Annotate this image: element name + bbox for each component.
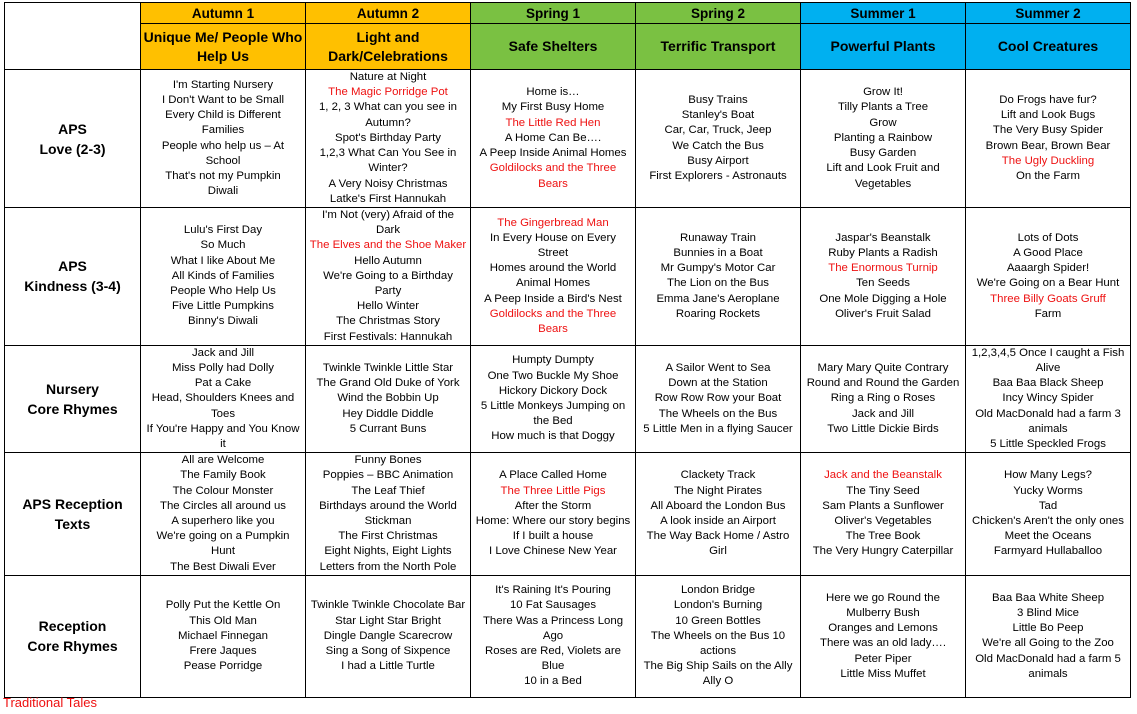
title-line: Chicken's Aren't the only ones xyxy=(972,515,1124,528)
cell-aps-love-summer-1 xyxy=(801,70,966,208)
title-line: Grow It! xyxy=(863,86,903,99)
title-line: First Explorers - Astronauts xyxy=(649,169,787,182)
cell-aps-love-spring-1 xyxy=(471,70,636,208)
title-line: Ally O xyxy=(702,675,734,688)
title-line: Families xyxy=(201,124,245,137)
title-line: A Peep Inside a Bird's Nest xyxy=(484,292,622,305)
title-line: A Peep Inside Animal Homes xyxy=(479,147,627,160)
title-line: Toes xyxy=(210,407,236,420)
title-line: Baa Baa White Sheep xyxy=(991,591,1105,604)
title-line: Hello Winter xyxy=(356,300,420,313)
title-line: Hickory Dickory Dock xyxy=(498,384,608,397)
title-line: Incy Wincy Spider xyxy=(1002,392,1094,405)
title-line: The Christmas Story xyxy=(336,315,440,328)
title-line: That's not my Pumpkin xyxy=(165,169,281,182)
title-line: Home is… xyxy=(526,86,580,99)
title-line: Busy Garden xyxy=(849,147,917,160)
title-line: 1, 2, 3 What can you see in xyxy=(318,101,458,114)
title-line: Peter Piper xyxy=(854,652,912,665)
title-line: Autumn? xyxy=(365,116,411,129)
title-line: Busy Airport xyxy=(687,154,749,167)
title-line: All are Welcome xyxy=(181,454,265,467)
title-line: Jack and Jill xyxy=(191,346,255,359)
title-line: Bunnies in a Boat xyxy=(673,247,763,259)
title-line: Letters from the North Pole xyxy=(319,560,457,573)
title-line: Meet the Oceans xyxy=(1004,530,1092,543)
title-line: Polly Put the Kettle On xyxy=(165,599,281,612)
title-line: Busy Trains xyxy=(688,93,748,106)
row-label-aps-reception-texts xyxy=(5,453,141,576)
title-line: Ago xyxy=(542,629,564,642)
title-line: The Wheels on the Bus xyxy=(658,407,778,420)
row-label-nursery-core-rhymes xyxy=(5,345,141,452)
title-line: Lulu's First Day xyxy=(183,224,263,237)
title-line: Frere Jaques xyxy=(189,644,257,657)
cell-aps-reception-texts-spring-2 xyxy=(636,453,801,576)
title-line: Down at the Station xyxy=(668,377,768,390)
title-line: Michael Finnegan xyxy=(178,629,268,642)
title-line: A Good Place xyxy=(1013,247,1083,259)
title-line: Here we go Round the xyxy=(826,591,940,604)
title-line: Dingle Dangle Scarecrow xyxy=(323,629,453,642)
title-line: The Way Back Home / Astro xyxy=(646,530,790,543)
row-nursery-core-rhymes xyxy=(5,345,1131,452)
cell-reception-core-rhymes-autumn-1 xyxy=(141,575,306,697)
title-line: Little Bo Peep xyxy=(1012,622,1084,635)
title-line: There Was a Princess Long xyxy=(482,614,624,627)
title-line: Roaring Rockets xyxy=(675,307,761,320)
title-line: Round and Round the Garden xyxy=(806,377,960,390)
title-line: Miss Polly had Dolly xyxy=(172,362,274,375)
traditional-tale-title: The Elves and the Shoe Maker xyxy=(309,239,467,252)
theme-header-row xyxy=(5,24,1131,70)
title-line: Tilly Plants a Tree xyxy=(837,101,929,114)
title-line: London's Burning xyxy=(673,599,763,612)
title-line: The Best Diwali Ever xyxy=(170,560,276,573)
row-aps-love xyxy=(5,70,1131,208)
title-line: Stickman xyxy=(364,515,412,528)
traditional-tale-title: The Three Little Pigs xyxy=(500,484,606,497)
title-line: Five Little Pumpkins xyxy=(172,300,274,313)
title-line: A superhero like you xyxy=(171,515,275,528)
title-line: We're Going on a Bear Hunt xyxy=(976,277,1120,290)
title-line: Party xyxy=(374,285,402,298)
cell-nursery-core-rhymes-autumn-1 xyxy=(141,345,306,452)
row-label-line: Core Rhymes xyxy=(27,401,118,418)
title-line: The Wheels on the Bus 10 xyxy=(650,629,786,642)
title-line: Sam Plants a Sunflower xyxy=(822,499,944,512)
title-line: The Tree Book xyxy=(845,530,921,543)
row-label-line: Texts xyxy=(54,516,91,533)
traditional-tale-title: Goldilocks and the Three xyxy=(489,162,617,175)
title-line: Hello Autumn xyxy=(354,254,422,267)
title-line: The Leaf Thief xyxy=(351,484,425,497)
title-line: Lots of Dots xyxy=(1017,231,1079,244)
title-line: Lift and Look Bugs xyxy=(1000,109,1096,122)
cell-nursery-core-rhymes-autumn-2 xyxy=(306,345,471,452)
row-label-line: Love (2-3) xyxy=(39,140,106,157)
theme-autumn-1: Unique Me/ People Who Help Us xyxy=(141,24,306,70)
title-line: Sing a Song of Sixpence xyxy=(325,644,451,657)
title-line: 1,2,3,4,5 Once I caught a Fish xyxy=(971,346,1125,359)
title-line: Jaspar's Beanstalk xyxy=(835,231,931,244)
title-line: Animal Homes xyxy=(515,277,591,290)
title-line: Vegetables xyxy=(854,177,912,190)
title-line: All Kinds of Families xyxy=(171,269,275,282)
title-line: Tad xyxy=(1038,499,1058,512)
title-line: We're going on a Pumpkin xyxy=(156,530,290,543)
title-line: Head, Shoulders Knees and xyxy=(151,392,295,405)
title-line: 5 Currant Buns xyxy=(349,422,427,435)
cell-aps-reception-texts-autumn-2 xyxy=(306,453,471,576)
title-line: The Circles all around us xyxy=(160,499,286,512)
title-line: Emma Jane's Aeroplane xyxy=(656,292,780,305)
title-line: A Sailor Went to Sea xyxy=(665,362,771,375)
title-line: Funny Bones xyxy=(354,454,422,467)
title-line: 5 Little Men in a flying Saucer xyxy=(643,422,793,435)
cell-reception-core-rhymes-spring-1 xyxy=(471,575,636,697)
title-line: People who help us – At xyxy=(161,139,285,152)
title-line: Mary Mary Quite Contrary xyxy=(817,362,949,375)
title-line: We're all Going to the Zoo xyxy=(982,637,1114,650)
row-label-line: Core Rhymes xyxy=(27,638,118,655)
cell-reception-core-rhymes-autumn-2 xyxy=(306,575,471,697)
row-label-reception-core-rhymes xyxy=(5,575,141,697)
row-label-line: Nursery xyxy=(46,381,99,398)
title-line: Little Miss Muffet xyxy=(840,667,926,680)
title-line: Oliver's Fruit Salad xyxy=(835,307,931,320)
title-line: Ring a Ring o Roses xyxy=(830,392,936,405)
title-line: 10 Fat Sausages xyxy=(509,599,597,612)
title-line: The Lion on the Bus xyxy=(667,277,769,290)
cell-aps-reception-texts-spring-1 xyxy=(471,453,636,576)
title-line: the Bed xyxy=(533,415,573,428)
title-line: My First Busy Home xyxy=(501,101,605,114)
term-autumn-1: Autumn 1 xyxy=(141,3,306,24)
title-line: How much is that Doggy xyxy=(491,430,615,443)
cell-aps-reception-texts-autumn-1 xyxy=(141,453,306,576)
title-line: animals xyxy=(1028,667,1068,680)
theme-autumn-2: Light and Dark/Celebrations xyxy=(306,24,471,70)
title-line: Farmyard Hullaballoo xyxy=(993,545,1103,558)
term-spring-2: Spring 2 xyxy=(636,3,801,24)
row-label-line: APS Reception xyxy=(22,496,123,513)
title-line: Star Light Star Bright xyxy=(335,614,441,627)
title-line: We're Going to a Birthday xyxy=(323,269,453,282)
title-line: A Very Noisy Christmas xyxy=(328,177,448,190)
title-line: animals xyxy=(1028,422,1068,435)
traditional-tale-title: The Magic Porridge Pot xyxy=(328,86,448,99)
title-line: A look inside an Airport xyxy=(660,515,776,528)
title-line: If I built a house xyxy=(512,530,594,543)
title-line: London Bridge xyxy=(680,584,756,597)
title-line: Runaway Train xyxy=(680,231,756,244)
row-label-line: APS xyxy=(58,120,87,137)
title-line: It's Raining It's Pouring xyxy=(495,584,611,597)
title-line: Old MacDonald had a farm 5 xyxy=(975,652,1121,665)
traditional-tale-title: Bears xyxy=(538,323,568,336)
title-line: Twinkle Twinkle Chocolate Bar xyxy=(310,599,466,612)
row-aps-reception-texts xyxy=(5,453,1131,576)
cell-aps-kindness-autumn-1 xyxy=(141,208,306,346)
title-line: Humpty Dumpty xyxy=(512,354,594,367)
traditional-tale-title: The Gingerbread Man xyxy=(497,216,609,229)
title-line: Home: Where our story begins xyxy=(475,515,631,528)
curriculum-body xyxy=(5,70,1131,698)
title-line: Jack and Jill xyxy=(851,407,915,420)
title-line: Old MacDonald had a farm 3 xyxy=(975,407,1121,420)
title-line: Lift and Look Fruit and xyxy=(826,162,940,175)
cell-aps-kindness-summer-1 xyxy=(801,208,966,346)
row-label-line: Kindness (3-4) xyxy=(24,278,121,295)
cell-aps-kindness-spring-1 xyxy=(471,208,636,346)
title-line: I'm Starting Nursery xyxy=(172,78,274,91)
title-line: 5 Little Speckled Frogs xyxy=(990,438,1106,451)
title-line: I'm Not (very) Afraid of the xyxy=(322,209,454,221)
cell-reception-core-rhymes-summer-2 xyxy=(966,575,1131,697)
cell-aps-love-summer-2 xyxy=(966,70,1131,208)
title-line: The Grand Old Duke of York xyxy=(316,377,460,390)
traditional-tale-title: The Ugly Duckling xyxy=(1001,154,1095,167)
title-line: The Very Hungry Caterpillar xyxy=(812,545,954,558)
cell-aps-love-spring-2 xyxy=(636,70,801,208)
title-line: 1,2,3 What Can You See in xyxy=(319,147,457,160)
title-line: School xyxy=(205,154,241,167)
title-line: So Much xyxy=(200,239,246,252)
title-line: Two Little Dickie Birds xyxy=(827,422,939,435)
title-line: Planting a Rainbow xyxy=(833,131,933,144)
title-line: One Two Buckle My Shoe xyxy=(487,369,619,382)
term-spring-1: Spring 1 xyxy=(471,3,636,24)
cell-aps-kindness-spring-2 xyxy=(636,208,801,346)
title-line: Pat a Cake xyxy=(194,377,252,390)
title-line: The Big Ship Sails on the Ally xyxy=(643,660,793,673)
title-line: Oranges and Lemons xyxy=(828,622,938,635)
term-header-row xyxy=(5,3,1131,24)
theme-summer-2: Cool Creatures xyxy=(966,24,1131,70)
title-line: There was an old lady…. xyxy=(820,637,946,650)
title-line: I Don't Want to be Small xyxy=(161,93,285,106)
row-label-aps-love xyxy=(5,70,141,208)
term-summer-1: Summer 1 xyxy=(801,3,966,24)
title-line: Wind the Bobbin Up xyxy=(337,392,439,405)
row-aps-kindness xyxy=(5,208,1131,346)
title-line: Latke's First Hannukah xyxy=(329,192,447,205)
title-line: Car, Car, Truck, Jeep xyxy=(664,124,772,137)
title-line: Binny's Diwali xyxy=(188,315,258,328)
cell-aps-reception-texts-summer-1 xyxy=(801,453,966,576)
title-line: Hey Diddle Diddle xyxy=(342,407,434,420)
theme-spring-1: Safe Shelters xyxy=(471,24,636,70)
curriculum-table xyxy=(4,2,1131,698)
cell-aps-love-autumn-1 xyxy=(141,70,306,208)
traditional-tale-title: The Enormous Turnip xyxy=(828,262,938,275)
title-line: Girl xyxy=(709,545,727,558)
title-line: Grow xyxy=(869,116,897,129)
cell-nursery-core-rhymes-summer-2 xyxy=(966,345,1131,452)
title-line: I Love Chinese New Year xyxy=(489,545,617,558)
title-line: If You're Happy and You Know xyxy=(146,422,300,435)
title-line: Eight Nights, Eight Lights xyxy=(324,545,452,558)
traditional-tale-title: Three Billy Goats Gruff xyxy=(990,292,1106,305)
title-line: The First Christmas xyxy=(338,530,438,543)
title-line: Spot's Birthday Party xyxy=(334,131,441,144)
theme-summer-1: Powerful Plants xyxy=(801,24,966,70)
cell-aps-love-autumn-2 xyxy=(306,70,471,208)
title-line: Brown Bear, Brown Bear xyxy=(985,139,1111,152)
title-line: it xyxy=(220,438,226,451)
title-line: Dark xyxy=(375,224,401,237)
title-line: This Old Man xyxy=(189,614,257,627)
title-line: actions xyxy=(699,644,737,657)
term-summer-2: Summer 2 xyxy=(966,3,1131,24)
title-line: Mr Gumpy's Motor Car xyxy=(660,262,776,275)
traditional-tale-title: Jack and the Beanstalk xyxy=(824,469,942,482)
row-reception-core-rhymes xyxy=(5,575,1131,697)
title-line: Diwali xyxy=(207,185,239,198)
cell-nursery-core-rhymes-summer-1 xyxy=(801,345,966,452)
title-line: Twinkle Twinkle Little Star xyxy=(322,362,454,375)
cell-aps-kindness-autumn-2 xyxy=(306,208,471,346)
title-line: The Very Busy Spider xyxy=(992,124,1104,137)
title-line: Do Frogs have fur? xyxy=(999,93,1097,106)
title-line: 10 in a Bed xyxy=(524,675,582,688)
title-line: We Catch the Bus xyxy=(672,139,764,152)
title-line: All Aboard the London Bus xyxy=(650,499,786,512)
title-line: 10 Green Bottles xyxy=(675,614,761,627)
title-line: The Colour Monster xyxy=(172,484,274,497)
title-line: Farm xyxy=(1034,307,1062,320)
cell-nursery-core-rhymes-spring-2 xyxy=(636,345,801,452)
title-line: Ten Seeds xyxy=(856,277,910,290)
title-line: Winter? xyxy=(368,162,408,175)
row-label-line: APS xyxy=(58,258,87,275)
title-line: Stanley's Boat xyxy=(681,109,755,122)
title-line: Roses are Red, Violets are xyxy=(485,644,621,657)
corner-cell xyxy=(5,3,141,70)
title-line: After the Storm xyxy=(514,499,592,512)
cell-reception-core-rhymes-summer-1 xyxy=(801,575,966,697)
title-line: First Festivals: Hannukah xyxy=(323,330,453,343)
title-line: Clackety Track xyxy=(680,469,756,482)
traditional-tale-title: Bears xyxy=(538,177,568,190)
title-line: How Many Legs? xyxy=(1003,469,1092,482)
theme-spring-2: Terrific Transport xyxy=(636,24,801,70)
title-line: In Every House on Every xyxy=(490,231,616,244)
title-line: The Tiny Seed xyxy=(846,484,920,497)
row-label-line: Reception xyxy=(38,618,107,635)
title-line: What I like About Me xyxy=(170,254,276,267)
title-line: Nature at Night xyxy=(349,71,427,84)
cell-nursery-core-rhymes-spring-1 xyxy=(471,345,636,452)
title-line: Poppies – BBC Animation xyxy=(322,469,454,482)
title-line: Row Row Row your Boat xyxy=(654,392,782,405)
traditional-tale-title: Goldilocks and the Three xyxy=(489,307,617,320)
term-autumn-2: Autumn 2 xyxy=(306,3,471,24)
cell-aps-reception-texts-summer-2 xyxy=(966,453,1131,576)
title-line: Ruby Plants a Radish xyxy=(828,247,938,259)
cell-reception-core-rhymes-spring-2 xyxy=(636,575,801,697)
cell-aps-kindness-summer-2 xyxy=(966,208,1131,346)
title-line: The Family Book xyxy=(180,469,266,482)
row-label-aps-kindness xyxy=(5,208,141,346)
title-line: Hunt xyxy=(210,545,236,558)
title-line: Birthdays around the World xyxy=(319,499,457,512)
title-line: Homes around the World xyxy=(489,262,617,275)
title-line: Baa Baa Black Sheep xyxy=(992,377,1104,390)
legend-traditional-tales: Traditional Tales xyxy=(3,695,97,710)
title-line: Pease Porridge xyxy=(183,660,263,673)
title-line: 5 Little Monkeys Jumping on xyxy=(480,400,626,413)
title-line: Yucky Worms xyxy=(1013,484,1083,497)
title-line: A Home Can Be…. xyxy=(504,131,602,144)
title-line: The Night Pirates xyxy=(674,484,762,497)
traditional-tale-title: The Little Red Hen xyxy=(505,116,601,129)
title-line: I had a Little Turtle xyxy=(341,660,435,673)
title-line: A Place Called Home xyxy=(499,469,607,482)
title-line: Alive xyxy=(1035,362,1061,375)
title-line: On the Farm xyxy=(1016,169,1080,182)
title-line: Aaaargh Spider! xyxy=(1006,262,1090,275)
title-line: Mulberry Bush xyxy=(846,606,920,619)
title-line: One Mole Digging a Hole xyxy=(819,292,947,305)
title-line: 3 Blind Mice xyxy=(1016,606,1080,619)
title-line: Every Child is Different xyxy=(165,109,281,122)
title-line: Oliver's Vegetables xyxy=(834,515,932,528)
title-line: People Who Help Us xyxy=(170,285,276,298)
title-line: Street xyxy=(537,247,569,259)
title-line: Blue xyxy=(541,660,565,673)
